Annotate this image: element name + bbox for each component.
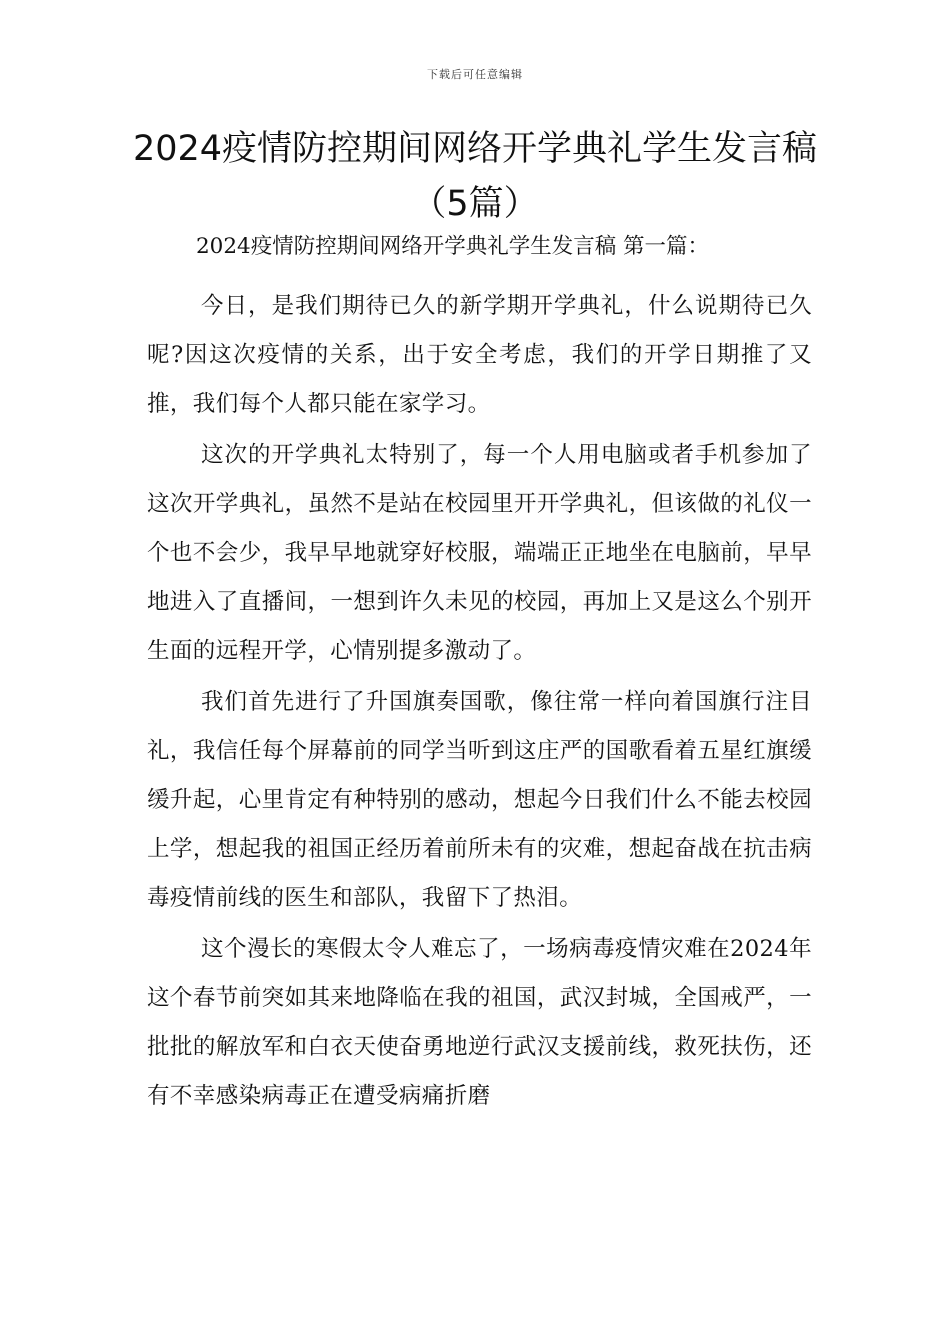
section-subtitle: 2024疫情防控期间网络开学典礼学生发言稿 第一篇： bbox=[196, 234, 710, 259]
paragraph: 这个漫长的寒假太令人难忘了，一场病毒疫情灾难在2024年这个春节前突如其来地降临在我的祖国，武汉封城，全国戒严，一批批的解放军和白衣天使奋勇地逆行武汉支援前线，救死扶伤，还有不幸感染病毒正在遭受病痛折磨 bbox=[147, 936, 812, 1109]
paragraph: 我们首先进行了升国旗奏国歌，像往常一样向着国旗行注目礼，我信任每个屏幕前的同学当听到这庄严的国歌看着五星红旗缓缓升起，心里肯定有种特别的感动，想起今日我们什么不能去校园上学，想起我的祖国正经历着前所未有的灾难，想起奋战在抗击病毒疫情前线的医生和部队，我留下了热泪。 bbox=[147, 689, 812, 911]
paragraph: 这次的开学典礼太特别了，每一个人用电脑或者手机参加了这次开学典礼，虽然不是站在校园里开开学典礼，但该做的礼仪一个也不会少，我早早地就穿好校服，端端正正地坐在电脑前，早早地进入了直播间，一想到许久未见的校园，再加上又是这么个别开生面的远程开学，心情别提多激动了。 bbox=[147, 442, 812, 664]
paragraph: 今日，是我们期待已久的新学期开学典礼，什么说期待已久呢?因这次疫情的关系，出于安全考虑，我们的开学日期推了又推，我们每个人都只能在家学习。 bbox=[147, 293, 812, 417]
body-text bbox=[147, 282, 812, 1123]
document-title: 2024疫情防控期间网络开学典礼学生发言稿（5篇） bbox=[132, 129, 818, 224]
header-note: 下载后可任意编辑 bbox=[427, 68, 523, 81]
